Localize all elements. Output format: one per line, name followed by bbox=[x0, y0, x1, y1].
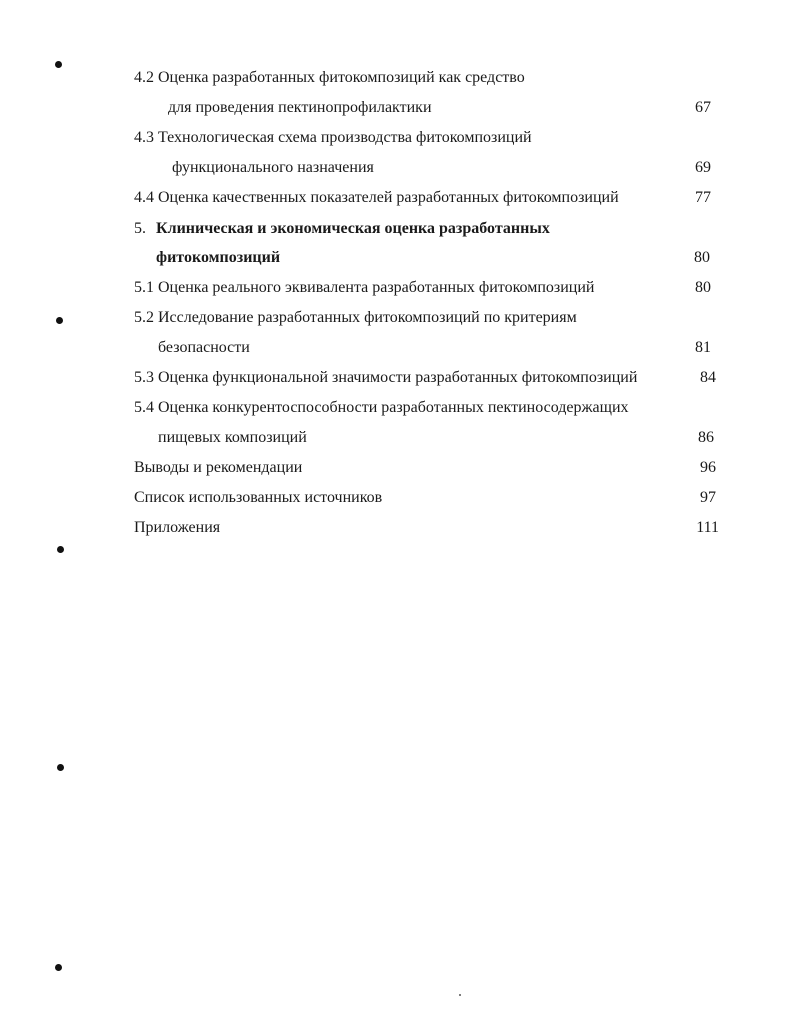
punch-hole-mark bbox=[57, 764, 64, 771]
toc-entry-5-4-line1: 5.4 Оценка конкурентоспособности разработанных пектиносодержащих bbox=[134, 399, 629, 416]
toc-page-4-4: 77 bbox=[695, 189, 711, 206]
toc-page-5: 80 bbox=[694, 249, 710, 266]
toc-entry-4-3-line2: функционального назначения bbox=[172, 159, 374, 176]
toc-entry-4-3-line1: 4.3 Технологическая схема производства фитокомпозиций bbox=[134, 129, 532, 146]
toc-entry-5-1: 5.1 Оценка реального эквивалента разработанных фитокомпозиций bbox=[134, 279, 595, 296]
toc-page-4-2: 67 bbox=[695, 99, 711, 116]
toc-entry-5-3: 5.3 Оценка функциональной значимости разработанных фитокомпозиций bbox=[134, 369, 638, 386]
punch-hole-mark bbox=[56, 317, 63, 324]
punch-hole-mark bbox=[55, 61, 62, 68]
toc-entry-5-2-line2: безопасности bbox=[158, 339, 250, 356]
toc-entry-4-2-line2: для проведения пектинопрофилактики bbox=[168, 99, 432, 116]
toc-entry-references: Список использованных источников bbox=[134, 489, 383, 506]
toc-page-5-3: 84 bbox=[700, 369, 716, 386]
toc-page-5-1: 80 bbox=[695, 279, 711, 296]
toc-page-conclusions: 96 bbox=[700, 459, 716, 476]
toc-entry-4-2-line1: 4.2 Оценка разработанных фитокомпозиций как средство bbox=[134, 69, 525, 86]
toc-section-5-line2: фитокомпозиций bbox=[156, 249, 281, 266]
toc-entry-5-4-line2: пищевых композиций bbox=[158, 429, 307, 446]
toc-entry-5-2-line1: 5.2 Исследование разработанных фитокомпозиций по критериям bbox=[134, 309, 577, 326]
toc-entry-conclusions: Выводы и рекомендации bbox=[134, 459, 303, 476]
toc-entry-appendix: Приложения bbox=[134, 519, 221, 536]
toc-section-5-number: 5. bbox=[134, 220, 146, 237]
toc-entry-4-4: 4.4 Оценка качественных показателей разработанных фитокомпозиций bbox=[134, 189, 619, 206]
punch-hole-mark bbox=[57, 546, 64, 553]
toc-page-5-2: 81 bbox=[695, 339, 711, 356]
scan-speck bbox=[459, 994, 461, 996]
toc-page-references: 97 bbox=[700, 489, 716, 506]
toc-section-5-line1: Клиническая и экономическая оценка разработанных bbox=[156, 220, 550, 237]
toc-page-appendix: 111 bbox=[696, 519, 719, 536]
toc-page-4-3: 69 bbox=[695, 159, 711, 176]
toc-page-5-4: 86 bbox=[698, 429, 714, 446]
punch-hole-mark bbox=[55, 964, 62, 971]
